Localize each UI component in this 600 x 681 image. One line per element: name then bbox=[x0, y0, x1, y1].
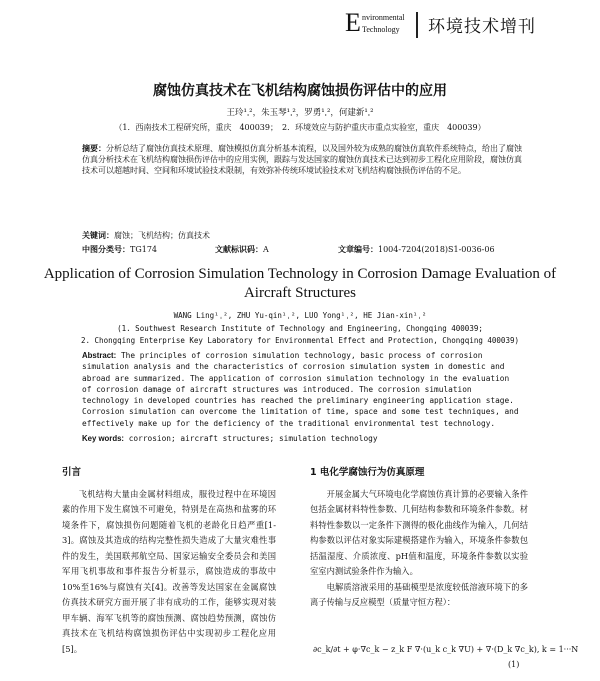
journal-name: 环境技术增刊 bbox=[428, 17, 536, 37]
chinese-abstract-text: 分析总结了腐蚀仿真技术原理、腐蚀模拟仿真分析基本流程，以及国外较为成熟的腐蚀仿真软件系统特点，给出了腐蚀仿真分析技术在飞机结构腐蚀损伤评估中的应用实例，跟踪与发达国家的腐蚀仿真技术已达到初步工程化应用阶段，腐蚀仿真技术可以超越时间、空间和环境试验技术限制，有效弥补传统环境试验技术对飞机结构腐蚀损伤评估的不足。 bbox=[82, 144, 522, 176]
section-1-paragraph-2: 电解质溶液采用的基础模型是浓度较低溶液环境下的多离子传输与反应模型（质量守恒方程）： bbox=[310, 581, 528, 607]
english-title: Application of Corrosion Simulation Technology in Corrosion Damage Evaluation of Aircraft Structures bbox=[43, 266, 557, 301]
clc-label: 中图分类号： bbox=[82, 244, 130, 254]
doc-code-label: 文献标识码： bbox=[215, 244, 263, 254]
section-1-paragraph-1: 开展金属大气环境电化学腐蚀仿真计算的必要输入条件包括金属材料特性参数、几何结构参数和环境条件参数。材料特性参数以一定条件下测得的极化曲线作为输入，几何结构参数以评估对象实际建模搭建作为输入，环境条件参数包括温湿度、介质浓度、pH值和温度，环境条件参数以实验室室内测试验条件作为输入。 bbox=[310, 488, 528, 576]
english-abstract-label: Abstract: bbox=[82, 351, 117, 360]
doc-code-value: A bbox=[263, 245, 269, 254]
english-keywords-label: Key words: bbox=[82, 434, 125, 443]
chinese-affiliations: （1．西南技术工程研究所，重庆 400039； 2．环境效应与防护重庆市重点实验室，重庆 400039） bbox=[114, 123, 486, 132]
clc-value: TG174 bbox=[130, 245, 157, 254]
header-divider bbox=[416, 12, 418, 38]
journal-logo bbox=[345, 8, 411, 42]
english-authors: WANG Ling¹ˌ², ZHU Yu-qin¹ˌ², LUO Yong¹ˌ², HE Jian-xin¹ˌ² bbox=[173, 311, 427, 320]
intro-heading: 引言 bbox=[62, 467, 82, 478]
document-code bbox=[215, 244, 269, 255]
left-column bbox=[62, 465, 276, 657]
chinese-keywords-label: 关键词： bbox=[82, 230, 114, 240]
chinese-title: 腐蚀仿真技术在飞机结构腐蚀损伤评估中的应用 bbox=[153, 83, 447, 99]
chinese-authors: 王玲¹ˌ²，朱玉琴¹ˌ²，罗勇¹ˌ²，何建新¹ˌ² bbox=[226, 108, 374, 118]
english-abstract bbox=[82, 350, 522, 429]
clc-number bbox=[82, 244, 157, 255]
right-column bbox=[310, 465, 528, 611]
english-affiliation-1: (1. Southwest Research Institute of Technology and Engineering, Chongqing 400039; bbox=[117, 324, 483, 333]
equation-number: (1) bbox=[508, 660, 520, 669]
section-1-heading: 1 电化学腐蚀行为仿真原理 bbox=[310, 467, 425, 478]
intro-paragraph: 飞机结构大量由金属材料组成，服役过程中在环境因素的作用下发生腐蚀不可避免，特别是在高热和盐雾的环境条件下，腐蚀损伤问题随着飞机的老龄化日趋严重[1-3]。腐蚀及其造成的结构完整性损失造成了大量灾难性事件的发生，美国联邦航空局、国家运输安全委员会和美国军用飞机事故和事件报告分析显示，腐蚀造成的事故中10%至16%与腐蚀有关[4]。改善等发达国家在金属腐蚀仿真技术研究方面开展了非有成功的工作，能够实现对装甲车辆、海军飞机等的腐蚀预测、腐蚀趋势预测，腐蚀仿真技术在飞机结构腐蚀损伤评估中实现初步工程化应用[5]。 bbox=[62, 488, 276, 654]
article-no-value: 1004-7204(2018)S1-0036-06 bbox=[378, 245, 495, 254]
chinese-abstract bbox=[82, 143, 522, 177]
article-no-label: 文章编号： bbox=[338, 244, 378, 254]
english-abstract-text: The principles of corrosion simulation technology, basic process of corrosion simulation analysis and the characteristics of corrosion simulation system in domestic and abroad are summarized. The application of corrosion simulation technology in the evaluation of corrosion damage of aircraft structures was introduced. The corrosion simulation technology in developed countries has reached the preliminary engineering application stage. Corrosion simulation can overcome the limitation of time, space and some test techniques, and effectively make up for the deficiency of the traditional environmental test technology. bbox=[82, 351, 519, 428]
logo-line-2: Technology bbox=[362, 25, 400, 34]
logo-letter: E bbox=[345, 8, 361, 37]
article-number bbox=[338, 244, 495, 255]
chinese-keywords-text: 腐蚀；飞机结构；仿真技术 bbox=[114, 231, 210, 240]
equation-1: ∂c_k/∂t + φ·∇c_k − z_k F ∇·(u_k c_k ∇U) + ∇·(D_k ∇c_k), k = 1···N bbox=[313, 645, 579, 654]
english-affiliation-2: 2. Chongqing Enterprise Key Laboratory for Environmental Effect and Protection, Chongqing 400039) bbox=[81, 336, 519, 345]
chinese-abstract-label: 摘要： bbox=[82, 144, 106, 153]
english-keywords-text: corrosion; aircraft structures; simulation technology bbox=[128, 434, 378, 443]
logo-line-1: nvironmental bbox=[362, 13, 405, 22]
chinese-keywords bbox=[82, 230, 210, 241]
english-keywords bbox=[82, 434, 378, 443]
